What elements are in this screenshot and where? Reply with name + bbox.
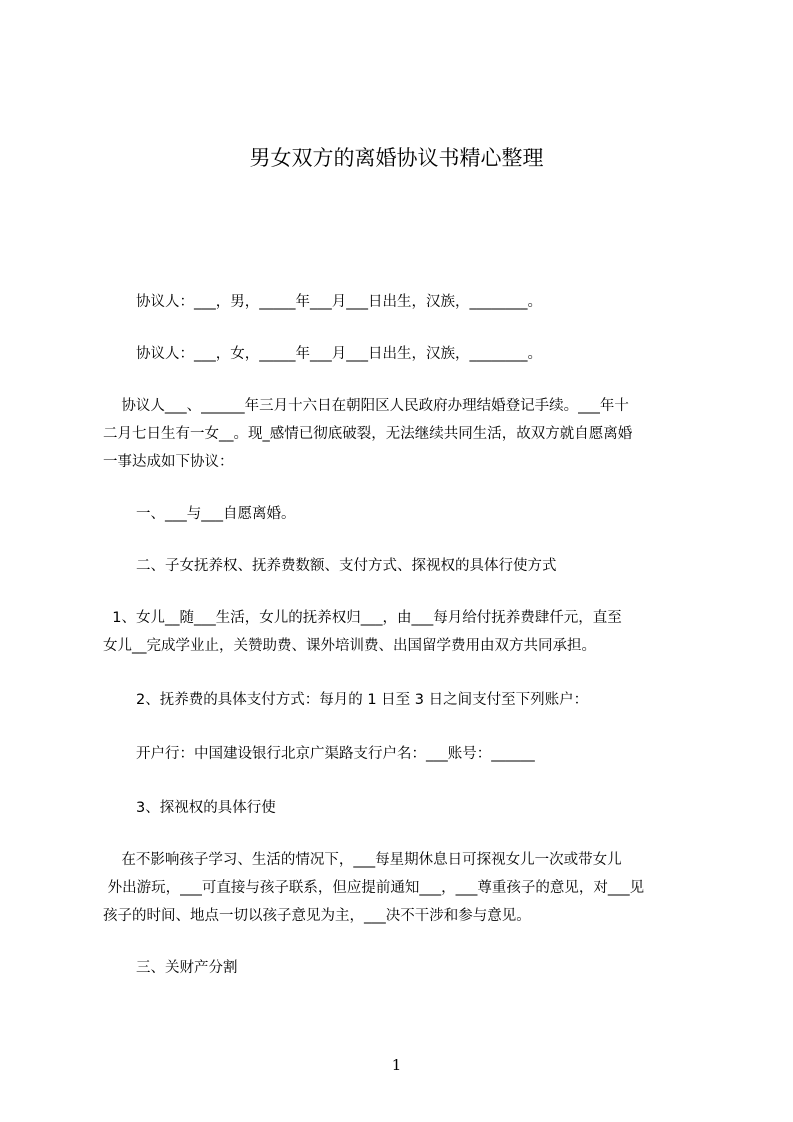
bank-account-line: 开户行：中国建设银行北京广渠路支行户名：___账号：______: [136, 746, 535, 762]
party-female-line: 协议人：___，女，_____年___月___日出生，汉族，________。: [136, 346, 542, 362]
clause-2-1-line-2: 女儿__完成学业止，关赞助费、课外培训费、出国留学费用由双方共同承担。: [103, 638, 596, 654]
visitation-paragraph: [103, 846, 703, 930]
preamble-line-1: 协议人___、______年三月十六日在朝阳区人民政府办理结婚登记手续。___年十: [103, 398, 629, 414]
clause-3-heading: 三、关财产分割: [136, 960, 238, 976]
document-title: 男女双方的离婚协议书精心整理: [249, 146, 544, 170]
clause-1: 一、___与___自愿离婚。: [136, 506, 296, 522]
party-male-line: 协议人：___，男，_____年___月___日出生，汉族，________。: [136, 294, 542, 310]
visitation-line-3: 孩子的时间、地点一切以孩子意见为主，___决不干涉和参与意见。: [103, 908, 531, 924]
clause-2-2: 2、抚养费的具体支付方式：每月的 1 日至 3 日之间支付至下列账户：: [136, 692, 589, 708]
clause-2-1-line-1: 1、女儿__随___生活，女儿的抚养权归___，由___每月给付抚养费肆仟元，直至: [103, 610, 622, 626]
preamble-line-2: 二月七日生有一女__。现_感情已彻底破裂，无法继续共同生活，故双方就自愿离婚: [103, 426, 633, 442]
clause-2-1-paragraph: [103, 604, 703, 660]
page-number: 1: [391, 1056, 402, 1074]
preamble-paragraph: [103, 392, 703, 476]
visitation-line-2: 外出游玩，___可直接与孩子联系，但应提前通知___，___尊重孩子的意见，对___见: [103, 880, 645, 896]
clause-2-3-heading: 3、探视权的具体行使: [136, 800, 276, 816]
clause-2-heading: 二、子女抚养权、抚养费数额、支付方式、探视权的具体行使方式: [136, 558, 557, 574]
visitation-line-1: 在不影响孩子学习、生活的情况下，___每星期休息日可探视女儿一次或带女儿: [103, 852, 622, 868]
preamble-line-3: 一事达成如下协议：: [103, 454, 234, 470]
